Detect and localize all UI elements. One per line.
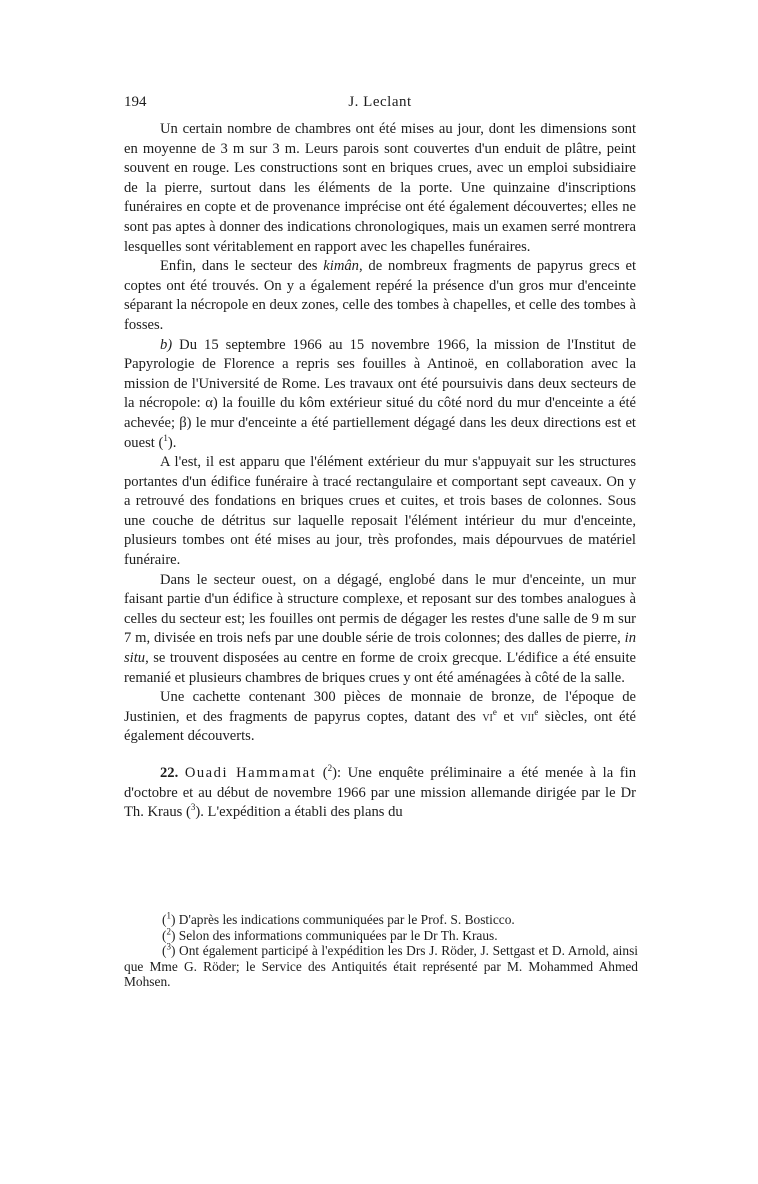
- paragraph: Un certain nombre de chambres ont été mises au jour, dont les dimensions sont en moyenne de 3 m sur 3 m. Leurs parois sont couvertes d'un enduit de plâtre, peint souvent en rouge. Les constructions sont en briques crues, avec un emploi subsidiaire de la pierre, surtout dans les éléments de la porte. Une quinzaine d'inscriptions funéraires en copte et de provenance imprécise ont été également découvertes; elles ne sont pas aptes à donner des indications chronologiques, mais un examen serré montrera lesquelles sont véritablement en rapport avec les chapelles funéraires.: [124, 121, 636, 255]
- section-place: Ouadi Hammamat: [184, 765, 317, 781]
- paragraph: b) Du 15 septembre 1966 au 15 novembre 1966, la mission de l'Institut de Papyrologie de Florence a repris ses fouilles à Antinoë, en collaboration avec la mission de l'Université de Rome. Les travaux ont été poursuivis dans deux secteurs de la nécropole: α) la fouille du kôm extérieur situé du côté nord du mur d'enceinte a été achevée; β) le mur d'enceinte a été partiellement dégagé dans les deux directions est et ouest ($^1$).: [124, 336, 636, 451]
- page-number: 194: [124, 94, 147, 110]
- body-text: [124, 120, 636, 823]
- paragraph: Une cachette contenant 300 pièces de monnaie de bronze, de l'époque de Justinien, et des fragments de papyrus coptes, datant des $vi^e$ et vii$^e$ siècles, ont été également découverts.: [124, 689, 636, 745]
- paragraph: Dans le secteur ouest, on a dégagé, englobé dans le mur d'enceinte, un mur faisant partie d'un édifice à structure complexe, et reposant sur des tombes analogues à celles du secteur est; les fouilles ont permis de dégager les restes d'une salle de 9 m sur 7 m, divisée en trois nefs par une double série de trois colonnes; des dalles de pierre, in situ, se trouvent disposées au centre en forme de croix grecque. L'édifice a été ensuite remanié et plusieurs chambres de briques crues y ont été aménagées à côté de la salle.: [124, 571, 636, 686]
- section-number: 22.: [160, 765, 179, 781]
- footnotes: [124, 912, 638, 990]
- section-22: 22. Ouadi Hammamat ($^2$): Une enquête préliminaire a été menée à la fin d'octobre et au début de novembre 1966 par une mission allemande dirigée par le Dr Th. Kraus ($^3$). L'expédition a établi des plans du: [124, 763, 636, 821]
- paragraph: A l'est, il est apparu que l'élément extérieur du mur s'appuyait sur les structures portantes d'un édifice funéraire à tracé rectangulaire et comportant sept caveaux. On y a retrouvé des fondations en briques crues et cuites, et trois bases de colonnes. Sous une couche de détritus sur laquelle reposait l'élément intérieur du mur d'enceinte, plusieurs tombes ont été mises au jour, très profondes, mais dépourvues de matériel funéraire.: [124, 454, 636, 569]
- paragraph: Enfin, dans le secteur des kimân, de nombreux fragments de papyrus grecs et coptes ont été trouvés. On y a également repéré la présence d'un gros mur d'enceinte séparant la nécropole en deux zones, celle des tombes à chapelles, et celle des tombes à fosses.: [124, 258, 637, 333]
- footnote: ($^1$) D'après les indications communiquées par le Prof. S. Bosticco.: [162, 910, 515, 927]
- footnote: ($^2$) Selon des informations communiquées par le Dr Th. Kraus.: [162, 926, 498, 943]
- running-title: J. Leclant: [348, 94, 412, 110]
- footnote: ($^3$) Ont également participé à l'expédition les Drs J. Röder, J. Settgast et D. Arnold, ainsi que Mme G. Röder; le Service des Antiquités était représenté par M. Mohammed Ahmed Mohsen.: [124, 941, 638, 989]
- page-header: [124, 94, 636, 116]
